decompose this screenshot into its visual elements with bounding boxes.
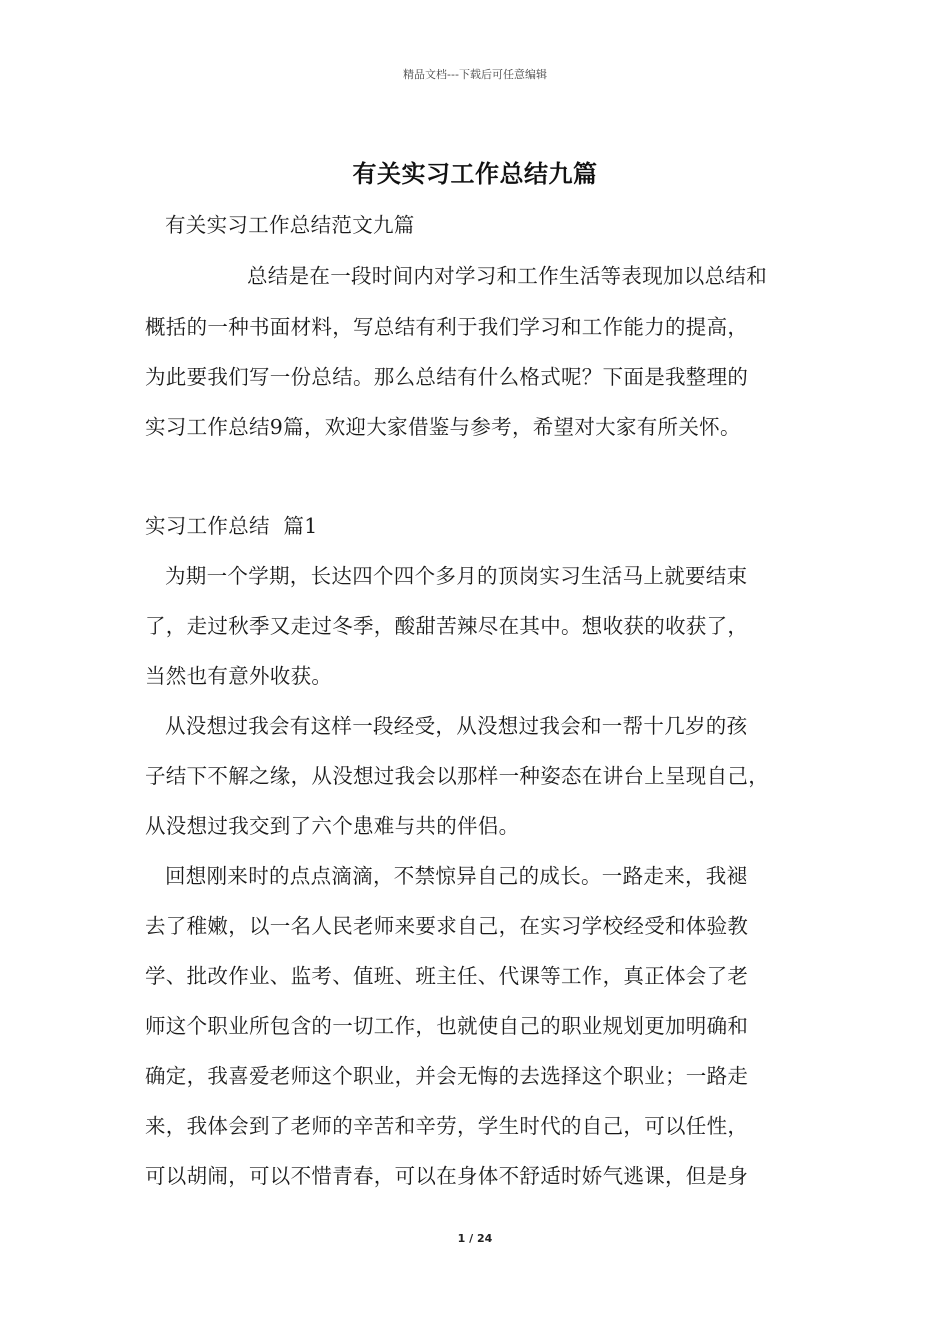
document-subtitle: 有关实习工作总结范文九篇: [165, 213, 415, 237]
document-title: 有关实习工作总结九篇: [352, 160, 598, 188]
paragraph-line: 去了稚嫩，以一名人民老师来要求自己，在实习学校经受和体验教: [145, 914, 749, 938]
intro-line: 为此要我们写一份总结。那么总结有什么格式呢？下面是我整理的: [145, 365, 749, 389]
intro-line: 总结是在一段时间内对学习和工作生活等表现加以总结和: [247, 264, 767, 288]
paragraph-line: 回想刚来时的点点滴滴，不禁惊异自己的成长。一路走来，我褪: [165, 864, 748, 888]
intro-line: 实习工作总结9篇，欢迎大家借鉴与参考，希望对大家有所关怀。: [145, 415, 741, 439]
paragraph-line: 当然也有意外收获。: [145, 664, 333, 688]
paragraph-line: 可以胡闹，可以不惜青春，可以在身体不舒适时娇气逃课，但是身: [145, 1164, 749, 1188]
paragraph-line: 为期一个学期，长达四个四个多月的顶岗实习生活马上就要结束: [165, 564, 748, 588]
paragraph-line: 从没想过我交到了六个患难与共的伴侣。: [145, 814, 520, 838]
paragraph-line: 从没想过我会有这样一段经受，从没想过我会和一帮十几岁的孩: [165, 714, 748, 738]
paragraph-line: 师这个职业所包含的一切工作，也就使自己的职业规划更加明确和: [145, 1014, 749, 1038]
paragraph-line: 来，我体会到了老师的辛苦和辛劳，学生时代的自己，可以任性，: [145, 1114, 749, 1138]
page-number: 1 / 24: [457, 1232, 493, 1245]
paragraph-line: 子结下不解之缘，从没想过我会以那样一种姿态在讲台上呈现自己，: [145, 764, 769, 788]
paragraph-line: 确定，我喜爱老师这个职业，并会无悔的去选择这个职业；一路走: [145, 1064, 749, 1088]
paragraph-line: 了，走过秋季又走过冬季，酸甜苦辣尽在其中。想收获的收获了，: [145, 614, 749, 638]
intro-line: 概括的一种书面材料，写总结有利于我们学习和工作能力的提高，: [145, 315, 749, 339]
paragraph-line: 学、批改作业、监考、值班、班主任、代课等工作，真正体会了老: [145, 964, 749, 988]
section-heading: 实习工作总结 篇1: [145, 514, 318, 538]
page-header: 精品文档---下载后可任意编辑: [403, 68, 547, 81]
